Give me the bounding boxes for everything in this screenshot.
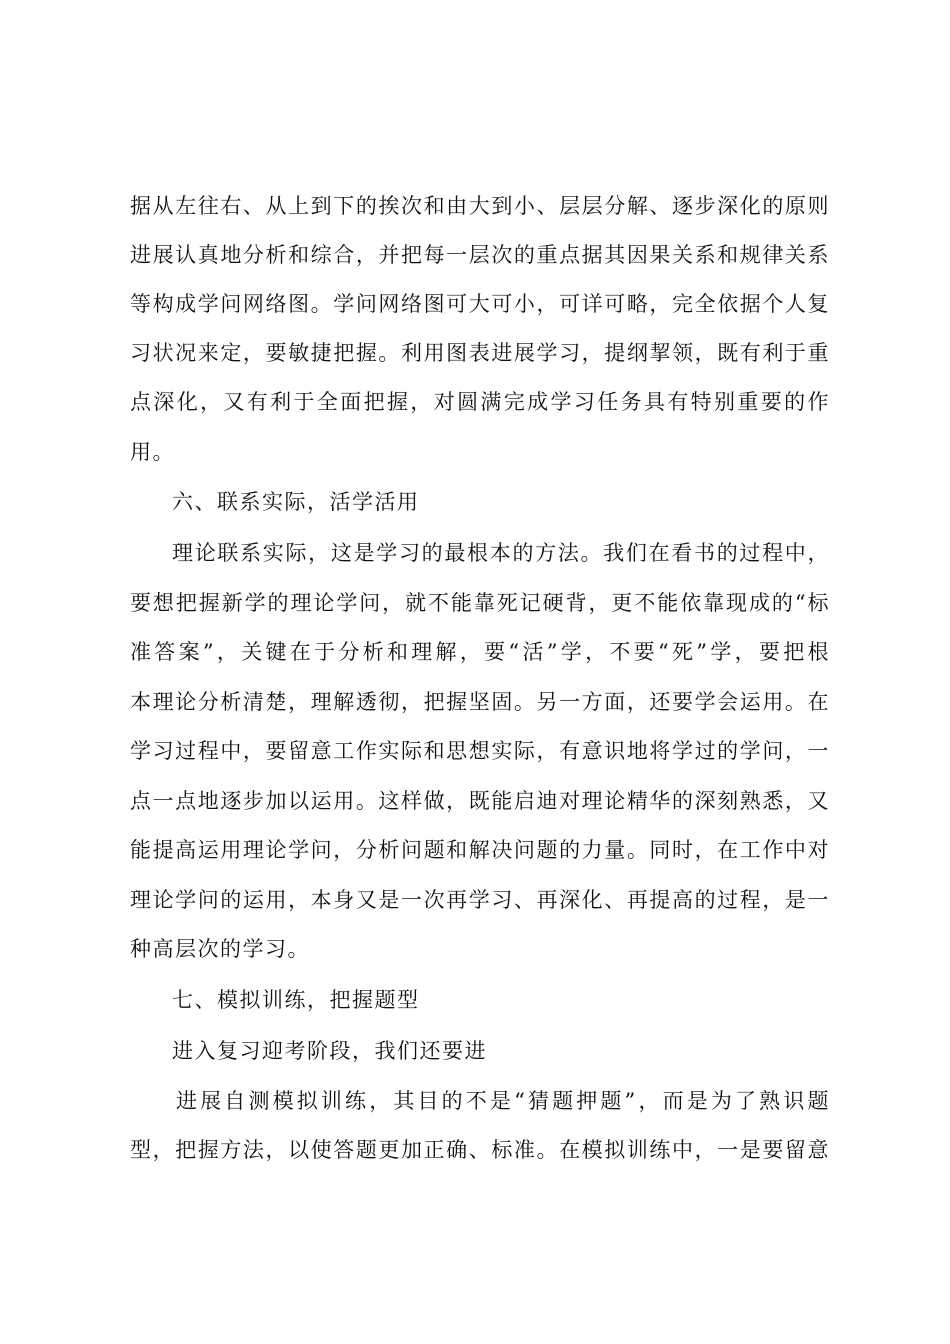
paragraph-line: 本理论分析清楚，理解透彻，把握坚固。另一方面，还要学会运用。在 <box>130 690 830 714</box>
paragraph-line: 用。 <box>130 440 175 464</box>
paragraph-line: 能提高运用理论学问，分析问题和解决问题的力量。同时，在工作中对 <box>130 838 830 862</box>
paragraph-line: 点深化，又有利于全面把握，对圆满完成学习任务具有特别重要的作 <box>130 390 830 414</box>
paragraph-line: 理论联系实际，这是学习的最根本的方法。我们在看书的过程中， <box>172 541 830 565</box>
section-heading: 六、联系实际，活学活用 <box>172 490 420 514</box>
paragraph-line: 理论学问的运用，本身又是一次再学习、再深化、再提高的过程，是一 <box>130 888 830 912</box>
paragraph-line: 要想把握新学的理论学问，就不能靠死记硬背，更不能依靠现成的“标 <box>130 591 830 615</box>
paragraph-line: 据从左往右、从上到下的挨次和由大到小、层层分解、逐步深化的原则 <box>130 194 830 218</box>
paragraph-line: 学习过程中，要留意工作实际和思想实际，有意识地将学过的学问，一 <box>130 739 830 763</box>
section-heading: 七、模拟训练，把握题型 <box>172 988 420 1012</box>
paragraph-line: 等构成学问网络图。学问网络图可大可小，可详可略，完全依据个人复 <box>130 292 830 316</box>
paragraph-line: 型，把握方法，以使答题更加正确、标准。在模拟训练中，一是要留意 <box>130 1138 830 1162</box>
paragraph-line: 进展认真地分析和综合，并把每一层次的重点据其因果关系和规律关系 <box>130 243 830 267</box>
paragraph-line: 种高层次的学习。 <box>130 937 310 961</box>
paragraph-line: 准答案”，关键在于分析和理解，要“活”学，不要“死”学，要把根 <box>130 640 830 664</box>
paragraph-line: 习状况来定，要敏捷把握。利用图表进展学习，提纲挈领，既有利于重 <box>130 341 830 365</box>
paragraph-line: 点一点地逐步加以运用。这样做，既能启迪对理论精华的深刻熟悉，又 <box>130 789 830 813</box>
paragraph-line: 进入复习迎考阶段，我们还要进 <box>172 1039 487 1063</box>
paragraph-line: 进展自测模拟训练，其目的不是“猜题押题”，而是为了熟识题 <box>176 1089 830 1113</box>
